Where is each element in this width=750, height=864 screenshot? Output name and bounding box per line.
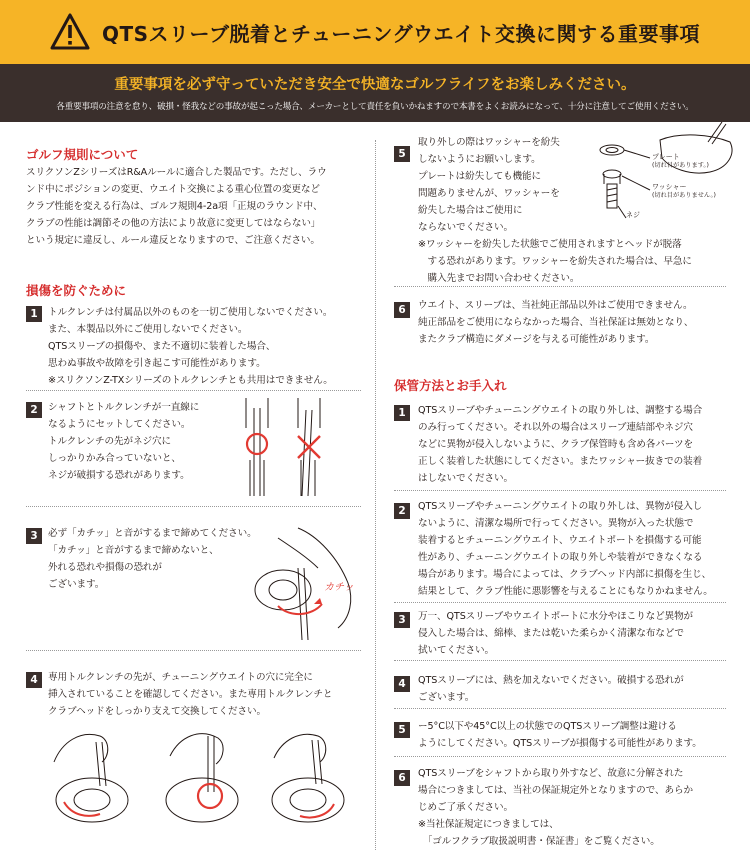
plate-label: プレート — [652, 153, 680, 161]
care-item-4-text: QTSスリーブには、熱を加えないでください。破損する恐れが ございます。 — [418, 675, 684, 703]
care-item-3-text: 万一、QTSスリーブやウエイトポートに水分やほこりなど異物が 侵入した場合は、綿棒、または乾いた柔らかく清潔な布などで 拭いてください。 — [418, 611, 694, 656]
care-item-2-number: 2 — [394, 503, 410, 519]
care-item-5-number: 5 — [394, 722, 410, 738]
warning-icon — [50, 12, 90, 52]
care-item-3-number: 3 — [394, 612, 410, 628]
click-sound-label: カチッ — [324, 582, 354, 593]
damage-item-1-text: トルクレンチは付属品以外のものを一切ご使用しないでください。 また、本製品以外にご使用しないでください。 QTSスリーブの損傷や、また不適切に装着した場合、 思わぬ事故や故障を引き起こす可能性があります。 ※スリクソンZ-TXシリーズのトルクレンチとも共用はできません。 — [48, 307, 333, 386]
care-item-4-number: 4 — [394, 676, 410, 692]
damage-item-5-number: 5 — [394, 146, 410, 162]
damage-item-6-text: ウエイト、スリーブは、当社純正部品以外はご使用できません。 純正部品をご使用にならなかった場合、当社保証は無効となり、 またクラブ構造にダメージを与える可能性があります。 — [418, 300, 694, 345]
notice-banner — [0, 64, 750, 122]
separator — [26, 390, 361, 391]
care-item-2-text: QTSスリーブやチューニングウエイトの取り外しは、異物が侵入し ないように、清潔な場所で行ってください。異物が入った状態で 装着するとチューニングウエイト、ウエイトポートを損傷する可能 性があり、チューニングウエイトの取り外しや装着ができなくなる 場合があります。場合によっては、クラブヘッド内部に損傷を生じ、 結果として、クラブ性能に悪影響を与えることにもなりかねません。 — [418, 501, 713, 597]
weight-exchange-illustration — [40, 722, 350, 837]
washer-note: (切れ目がありません。) — [652, 192, 716, 199]
separator — [26, 506, 361, 507]
separator — [394, 490, 726, 491]
care-item-5-text: ー5°C以下や45°C以上の状態でのQTSスリーブ調整は避ける ようにしてください。QTSスリーブが損傷する可能性があります。 — [418, 721, 702, 749]
damage-item-1-number: 1 — [26, 306, 42, 322]
damage-item-5-text: 取り外しの際はワッシャーを紛失 しないようにお願いします。 プレートは紛失しても機能に 問題ありませんが、ワッシャーを 紛失した場合はご使用に ならないでください。 ※ワッシャーを紛失した状態でご使用されますとヘッドが脱落 する恐れがあります。ワッシャーを紛失された場合は、早急に 購入先までお問い合わせください。 — [418, 137, 692, 284]
damage-item-4-number: 4 — [26, 672, 42, 688]
screw-label: ネジ — [626, 211, 640, 219]
separator — [394, 286, 726, 287]
damage-item-2-number: 2 — [26, 402, 42, 418]
damage-item-2-text: シャフトとトルクレンチが一直線に なるようにセットしてください。 トルクレンチの先がネジ穴に しっかりかみ合っていないと、 ネジが破損する恐れがあります。 — [48, 402, 200, 481]
care-title: 保管方法とお手入れ — [394, 378, 507, 393]
sleeve-parts-illustration — [590, 128, 740, 223]
care-item-6-number: 6 — [394, 770, 410, 786]
header-bar — [0, 0, 750, 64]
care-item-1-number: 1 — [394, 405, 410, 421]
separator — [394, 660, 726, 661]
column-divider — [375, 140, 376, 850]
golf-rules-title: ゴルフ規則について — [26, 147, 139, 162]
separator — [394, 756, 726, 757]
separator — [394, 602, 726, 603]
banner-headline: 重要事項を必ず守っていただき安全で快適なゴルフライフをお楽しみください。 — [114, 77, 636, 93]
damage-item-4-text: 専用トルクレンチの先が、チューニングウエイトの穴に完全に 挿入されていることを確認してください。また専用トルクレンチと クラブヘッドをしっかり支えて交換してください。 — [48, 672, 333, 717]
click-tighten-illustration — [238, 528, 363, 643]
damage-item-3-text: 必ず「カチッ」と音がするまで締めてください。 「カチッ」と音がするまで締めないと、 外れる恐れや損傷の恐れが ございます。 — [48, 528, 257, 590]
care-item-1-text: QTSスリーブやチューニングウエイトの取り外しは、調整する場合 のみ行ってください。それ以外の場合はスリーブ連結部やネジ穴 などに異物が侵入しないように、クラブ保管時も含め各パーツを 正しく装着した状態にしてください。またワッシャー抜きでの装着 はしないでください。 — [418, 405, 703, 484]
damage-title: 損傷を防ぐために — [26, 283, 127, 298]
separator — [394, 708, 726, 709]
washer-label: ワッシャー — [652, 183, 687, 191]
damage-item-6-number: 6 — [394, 302, 410, 318]
page-title: QTSスリーブ脱着とチューニングウエイト交換に関する重要事項 — [101, 21, 701, 46]
banner-subtext: 各重要事項の注意を怠り、破損・怪我などの事故が起こった場合、メーカーとして責任を負いかねますので本書をよくお読みになって、十分に注意してご使用ください。 — [56, 102, 694, 112]
separator — [26, 650, 361, 651]
care-item-6-text: QTSスリーブをシャフトから取り外すなど、故意に分解された 場合につきましては、当社の保証規定外となりますので、あらか じめご了承ください。 ※当社保証規定につきましては、 「ゴルフクラブ取扱説明書・保証書」をご覧ください。 — [418, 768, 693, 847]
damage-item-3-number: 3 — [26, 528, 42, 544]
plate-note: (切れ目があります。) — [652, 162, 709, 169]
wrench-alignment-illustration — [238, 398, 348, 498]
golf-rules-text: スリクソンZシリーズはR&Aルールに適合した製品です。ただし、ラウ ンド中にポジションの変更、ウエイト交換による重心位置の変更など クラブ性能を変える行為は、ゴルフ規則4-2a項「正規のラウンド中、 クラブの性能は調節その他の方法により故意に変更してはならない」 という規定に違反し、ルール違反となりますので、ご注意ください。 — [26, 167, 327, 246]
